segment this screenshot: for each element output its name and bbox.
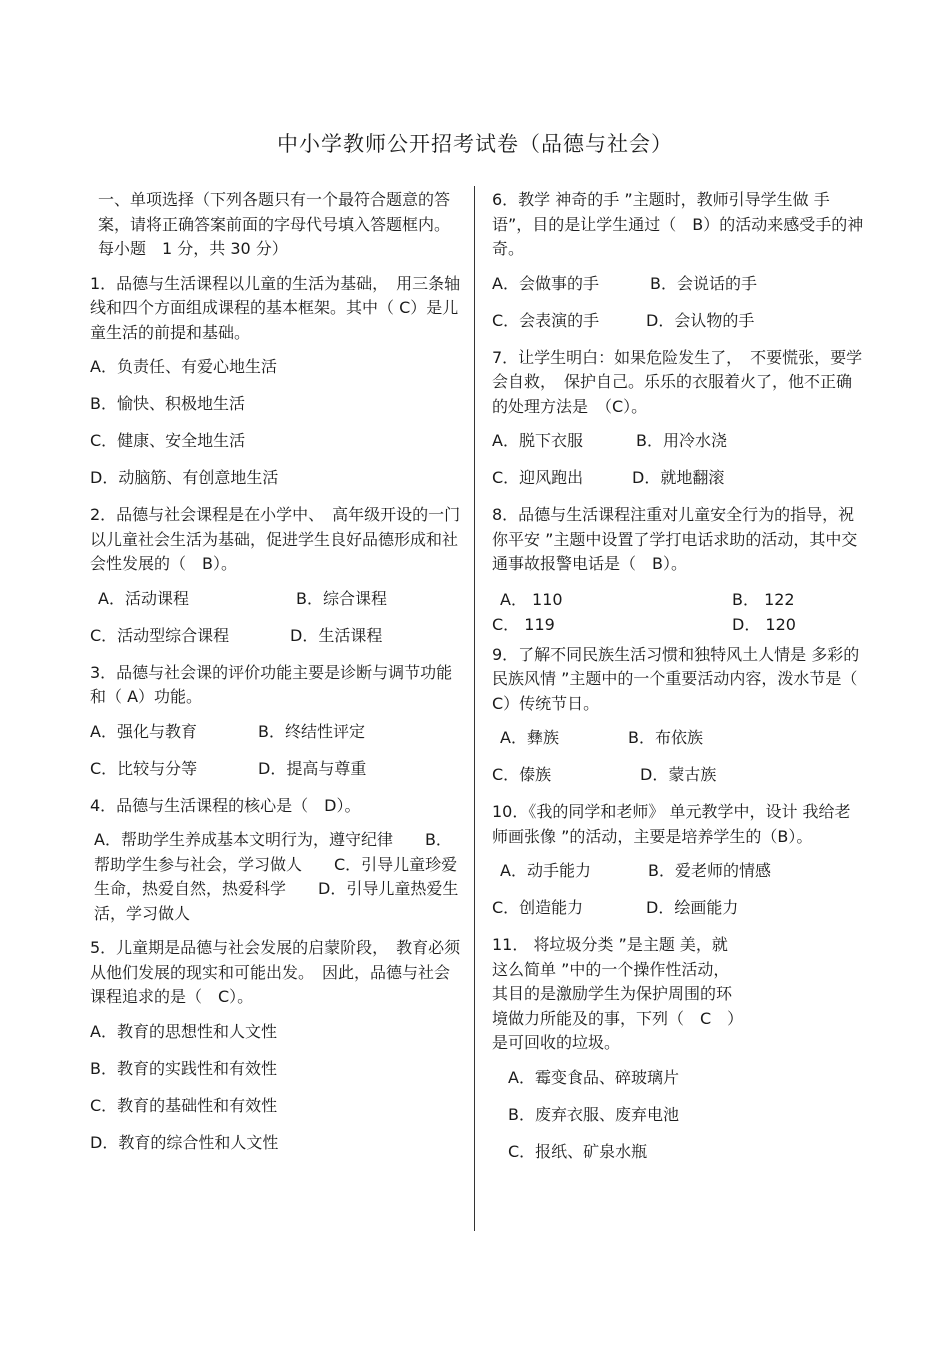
section-heading: 一、单项选择（下列各题只有一个最符合题意的答案，请将正确答案前面的字母代号填入答题框内。每小题 1 分，共 30 分） xyxy=(98,190,451,258)
q9-option-b: B．布依族 xyxy=(628,728,703,747)
q2-option-b: B．综合课程 xyxy=(296,588,387,608)
q6-option-b: B．会说话的手 xyxy=(650,273,757,293)
q2-options-row-2 xyxy=(90,624,462,648)
question-5: 5．儿童期是品德与社会发展的启蒙阶段， 教育必须从他们发展的现实和可能出发。 因此，品德与社会课程追求的是（ C）。 xyxy=(90,938,461,1006)
q6-option-c: C．会表演的手 xyxy=(492,310,600,330)
q9-option-a: A．彝族 xyxy=(500,728,559,747)
q10-option-a: A．动手能力 xyxy=(500,861,591,880)
question-2: 2．品德与社会课程是在小学中、 高年级开设的一门以儿童社会生活为基础，促进学生良好品德形成和社会性发展的（ B）。 xyxy=(90,505,461,573)
question-1: 1．品德与生活课程以儿童的生活为基础， 用三条轴线和四个方面组成课程的基本框架。其中（ C）是儿童生活的前提和基础。 xyxy=(90,273,461,342)
question-11: 11． 将垃圾分类 ”是主题 美，就这么简单 ”中的一个操作性活动，其目的是激励学生为保护周围的环境做力所能及的事，下列（ C ）是可回收的垃圾。 xyxy=(492,935,736,1052)
q8-option-c: C． 119 xyxy=(492,614,555,634)
q10-options-row-2 xyxy=(492,896,864,920)
q3-options-row-2 xyxy=(90,757,462,781)
q3-option-a: A．强化与教育 xyxy=(90,721,197,741)
question-4: 4．品德与生活课程的核心是（ D）。 xyxy=(90,795,361,815)
q6-option-d: D．会认物的手 xyxy=(646,310,755,330)
q9-options-row-2 xyxy=(492,763,864,787)
q1-option-b: B．愉快、积极地生活 xyxy=(90,394,245,413)
q9-options-row-1 xyxy=(492,726,864,750)
q4-options: A．帮助学生养成基本文明行为，遵守纪律 B．帮助学生参与社会，学习做人 C．引导儿童珍爱生命，热爱自然，热爱科学 D．引导儿童热爱生活，学习做人 xyxy=(94,830,459,923)
q5-option-b: B．教育的实践性和有效性 xyxy=(90,1058,277,1078)
q7-options-row-2 xyxy=(492,466,864,490)
question-3: 3．品德与社会课的评价功能主要是诊断与调节功能和（ A）功能。 xyxy=(90,662,453,706)
column-divider xyxy=(474,186,475,1231)
q8-options xyxy=(492,587,864,637)
q11-option-b: B．废弃衣服、废弃电池 xyxy=(508,1104,679,1124)
q7-option-a: A．脱下衣服 xyxy=(492,431,583,450)
q1-option-d: D．动脑筋、有创意地生活 xyxy=(90,468,279,487)
right-column xyxy=(492,188,864,1177)
q9-option-d: D．蒙古族 xyxy=(640,765,717,784)
q6-options-row-1 xyxy=(492,272,864,296)
q10-option-c: C．创造能力 xyxy=(492,898,584,917)
q3-option-d: D．提高与尊重 xyxy=(258,758,367,778)
q5-option-a: A．教育的思想性和人文性 xyxy=(90,1021,277,1041)
q2-options-row-1 xyxy=(90,587,462,611)
q10-option-d: D．绘画能力 xyxy=(646,898,739,917)
question-7: 7．让学生明白：如果危险发生了， 不要慌张，要学会自救， 保护自己。乐乐的衣服着火了，他不正确的处理方法是 （C）。 xyxy=(492,347,863,416)
q3-options-row-1 xyxy=(90,720,462,744)
question-8: 8．品德与生活课程注重对儿童安全行为的指导，祝你平安 ”主题中设置了学打电话求助的活动，其中交通事故报警电话是（ B）。 xyxy=(492,505,858,573)
q10-options-row-1 xyxy=(492,859,864,883)
q10-option-b: B．爱老师的情感 xyxy=(648,861,771,880)
left-column xyxy=(90,188,462,1168)
q9-option-c: C．傣族 xyxy=(492,765,552,784)
q8-option-d: D． 120 xyxy=(732,614,796,634)
page-title: 中小学教师公开招考试卷（品德与社会） xyxy=(277,132,673,156)
q7-option-d: D．就地翻滚 xyxy=(632,468,725,487)
q11-option-c: C．报纸、矿泉水瓶 xyxy=(508,1141,648,1161)
q7-options-row-1 xyxy=(492,429,864,453)
q6-option-a: A．会做事的手 xyxy=(492,273,599,293)
q1-option-c: C．健康、安全地生活 xyxy=(90,431,246,450)
q2-option-a: A．活动课程 xyxy=(98,588,189,608)
q5-option-c: C．教育的基础性和有效性 xyxy=(90,1095,278,1115)
question-6: 6．教学 神奇的手 ”主题时，教师引导学生做 手语”，目的是让学生通过（ B）的活动来感受手的神奇。 xyxy=(492,190,864,258)
q6-options-row-2 xyxy=(492,309,864,333)
q2-option-c: C．活动型综合课程 xyxy=(90,625,230,645)
q1-option-a: A．负责任、有爱心地生活 xyxy=(90,357,277,376)
q5-option-d: D．教育的综合性和人文性 xyxy=(90,1132,279,1152)
q2-option-d: D．生活课程 xyxy=(290,625,383,645)
q8-option-b: B． 122 xyxy=(732,589,795,609)
question-9: 9．了解不同民族生活习惯和独特风土人情是 多彩的民族风情 ”主题中的一个重要活动内容，泼水节是（ C）传统节日。 xyxy=(492,644,860,713)
q3-option-b: B．终结性评定 xyxy=(258,721,365,741)
q7-option-c: C．迎风跑出 xyxy=(492,468,584,487)
q3-option-c: C．比较与分等 xyxy=(90,758,198,778)
q11-option-a: A．霉变食品、碎玻璃片 xyxy=(508,1067,679,1087)
q8-option-a: A． 110 xyxy=(500,589,563,609)
q7-option-b: B．用冷水浇 xyxy=(636,431,727,450)
question-10: 10．《我的同学和老师》 单元教学中，设计 我给老师画张像 ”的活动，主要是培养学生的（B）。 xyxy=(492,802,851,846)
